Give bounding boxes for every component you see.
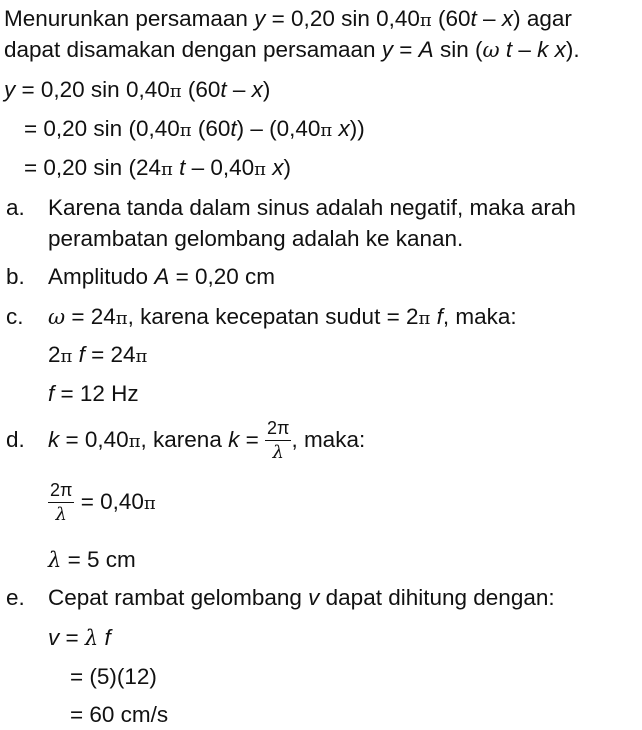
derivation-row-1: y = 0,20 sin 0,40π (60t – x) [4, 77, 271, 102]
item-a-line-2: perambatan gelombang adalah ke kanan. [48, 226, 464, 251]
item-c-line-3: f = 12 Hz [48, 381, 139, 406]
derivation-row-3: = 0,20 sin (24π t – 0,40π x) [24, 155, 291, 180]
item-e-label: e. [6, 585, 25, 610]
item-e-line-4: = 60 cm/s [70, 702, 169, 727]
item-e-line-2: v = λ f [48, 625, 111, 650]
intro-line-2: dapat disamakan dengan persamaan y = A sin (ω t – k x). [4, 37, 580, 62]
intro-line-1: Menurunkan persamaan y = 0,20 sin 0,40π (60t – x) agar [4, 6, 572, 31]
item-a-label: a. [6, 195, 25, 220]
fraction-2pi-over-lambda-2: $\frac{2\pi}{\lambda}$ [50, 480, 73, 526]
item-c-line-2: 2π f = 24π [48, 342, 148, 367]
item-a-line-1: Karena tanda dalam sinus adalah negatif, maka arah [48, 195, 576, 220]
item-d-line-3: λ = 5 cm [48, 547, 136, 572]
item-b-line: Amplitudo A = 0,20 cm [48, 264, 276, 289]
item-d-label: d. [6, 427, 25, 452]
item-e-line-3: = (5)(12) [70, 664, 157, 689]
item-c-label: c. [6, 304, 24, 329]
derivation-row-2: = 0,20 sin (0,40π (60t) – (0,40π x)) [24, 116, 365, 141]
fraction-2pi-over-lambda: $\frac{2\pi}{\lambda}$ [267, 418, 290, 464]
item-e-line-1: Cepat rambat gelombang v dapat dihitung dengan: [48, 585, 555, 610]
item-b-label: b. [6, 264, 25, 289]
item-c-line-1: ω = 24π, karena kecepatan sudut = 2π f, maka: [48, 304, 517, 329]
item-d-line-1: k = 0,40π, karena k = $\frac{2\pi}{\lambda}$ , maka: [48, 418, 366, 464]
item-d-line-2: $\frac{2\pi}{\lambda}$ = 0,40π [50, 480, 156, 526]
